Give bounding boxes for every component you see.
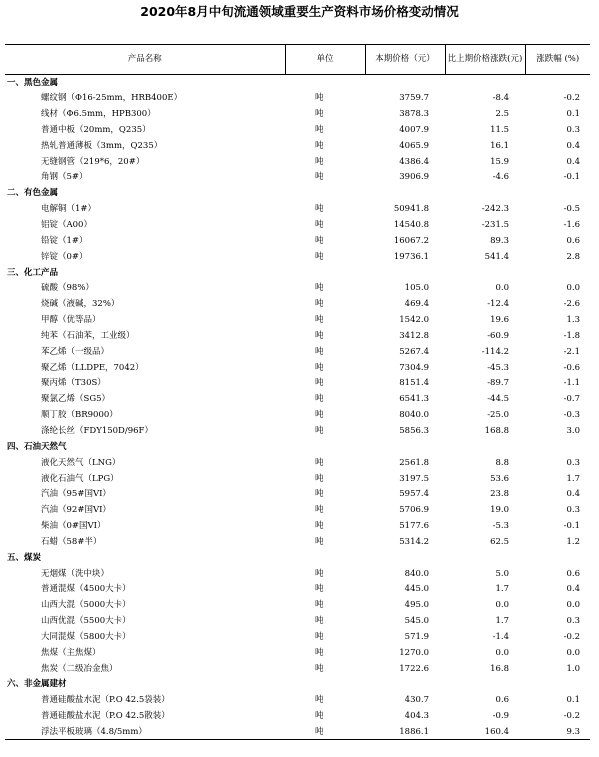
table-row xyxy=(5,138,590,154)
unit-cell: 吨 xyxy=(315,536,324,547)
change-percent-cell: -1.6 xyxy=(563,220,580,231)
unit-cell: 吨 xyxy=(315,584,324,595)
price-change-cell: 19.0 xyxy=(490,505,509,516)
price-cell: 5706.9 xyxy=(399,505,429,516)
product-name-cell: 甲醇（优等品） xyxy=(41,315,101,326)
unit-cell: 吨 xyxy=(315,124,324,135)
change-percent-cell: -1.8 xyxy=(563,330,580,341)
product-name-cell: 大同混煤（5800大卡） xyxy=(41,631,131,642)
table-row xyxy=(5,312,590,328)
unit-cell: 吨 xyxy=(315,663,324,674)
product-name-cell: 焦炭（二级冶金焦） xyxy=(41,663,118,674)
price-cell: 16067.2 xyxy=(393,235,429,246)
price-change-cell: -1.4 xyxy=(492,631,509,642)
category-label: 二、有色金属 xyxy=(7,188,59,199)
table-row xyxy=(5,106,590,122)
product-name-cell: 普通硅酸盐水泥（P.O 42.5散装） xyxy=(41,711,170,722)
unit-cell: 吨 xyxy=(315,600,324,611)
change-percent-cell: 0.6 xyxy=(566,235,580,246)
price-cell: 495.0 xyxy=(404,600,429,611)
price-cell: 3197.5 xyxy=(399,473,429,484)
table-row xyxy=(5,154,590,170)
price-change-cell: -89.7 xyxy=(487,378,509,389)
change-percent-cell: -0.5 xyxy=(563,204,580,215)
table-row xyxy=(5,518,590,534)
price-cell: 5177.6 xyxy=(399,521,429,532)
product-name-cell: 苯乙烯（一级品） xyxy=(41,346,110,357)
unit-cell: 吨 xyxy=(315,394,324,405)
product-name-cell: 纯苯（石油苯，工业级） xyxy=(41,330,135,341)
table-row xyxy=(5,645,590,661)
price-cell: 4386.4 xyxy=(399,156,429,167)
product-name-cell: 角钢（5#） xyxy=(41,172,88,183)
table-row xyxy=(5,360,590,376)
price-cell: 50941.8 xyxy=(393,204,429,215)
price-change-cell: 0.0 xyxy=(495,600,509,611)
price-cell: 8040.0 xyxy=(399,410,429,421)
product-name-cell: 汽油（92#国VI） xyxy=(41,505,111,516)
price-cell: 3878.3 xyxy=(399,109,429,120)
unit-cell: 吨 xyxy=(315,378,324,389)
change-percent-cell: 1.0 xyxy=(566,663,580,674)
unit-cell: 吨 xyxy=(315,473,324,484)
price-change-cell: 2.5 xyxy=(495,109,509,120)
change-percent-cell: 1.7 xyxy=(566,473,580,484)
change-percent-cell: -2.6 xyxy=(563,299,580,310)
unit-cell: 吨 xyxy=(315,695,324,706)
unit-cell: 吨 xyxy=(315,251,324,262)
table-row xyxy=(5,597,590,613)
unit-cell: 吨 xyxy=(315,235,324,246)
header-change-percent: 涨跌幅 (%) xyxy=(525,45,590,75)
price-cell: 571.9 xyxy=(404,631,429,642)
product-name-cell: 普通硅酸盐水泥（P.O 42.5袋装） xyxy=(41,695,170,706)
product-name-cell: 石蜡（58#半） xyxy=(41,536,102,547)
table-row xyxy=(5,170,590,186)
price-cell: 445.0 xyxy=(404,584,429,595)
price-table xyxy=(5,44,590,740)
price-cell: 4007.9 xyxy=(399,124,429,135)
unit-cell: 吨 xyxy=(315,521,324,532)
category-label: 一、黑色金属 xyxy=(7,77,59,88)
price-change-cell: 0.0 xyxy=(495,647,509,658)
price-cell: 1270.0 xyxy=(399,647,429,658)
price-change-cell: -4.6 xyxy=(492,172,509,183)
price-cell: 545.0 xyxy=(404,616,429,627)
table-row xyxy=(5,534,590,550)
unit-cell: 吨 xyxy=(315,330,324,341)
price-change-cell: -242.3 xyxy=(481,204,509,215)
unit-cell: 吨 xyxy=(315,299,324,310)
table-row xyxy=(5,201,590,217)
unit-cell: 吨 xyxy=(315,505,324,516)
product-name-cell: 铅锭（1#） xyxy=(41,235,88,246)
price-change-cell: 23.8 xyxy=(490,489,509,500)
table-row xyxy=(5,328,590,344)
price-change-cell: 8.8 xyxy=(495,457,509,468)
price-change-cell: 53.6 xyxy=(490,473,509,484)
change-percent-cell: 0.6 xyxy=(566,568,580,579)
price-cell: 1542.0 xyxy=(399,315,429,326)
product-name-cell: 铝锭（A00） xyxy=(41,220,92,231)
change-percent-cell: 0.0 xyxy=(566,647,580,658)
table-row xyxy=(5,217,590,233)
unit-cell: 吨 xyxy=(315,172,324,183)
change-percent-cell: 9.3 xyxy=(566,726,580,737)
price-change-cell: 160.4 xyxy=(484,726,509,737)
table-row xyxy=(5,122,590,138)
price-change-cell: -231.5 xyxy=(481,220,509,231)
product-name-cell: 山西大混（5000大卡） xyxy=(41,600,131,611)
change-percent-cell: 0.4 xyxy=(566,584,580,595)
product-name-cell: 热轧普通薄板（3mm，Q235） xyxy=(41,140,163,151)
unit-cell: 吨 xyxy=(315,315,324,326)
category-label: 六、非金属建材 xyxy=(7,679,67,690)
price-cell: 5314.2 xyxy=(399,536,429,547)
unit-cell: 吨 xyxy=(315,631,324,642)
price-cell: 2561.8 xyxy=(399,457,429,468)
price-cell: 469.4 xyxy=(404,299,429,310)
price-cell: 14540.8 xyxy=(393,220,429,231)
unit-cell: 吨 xyxy=(315,489,324,500)
product-name-cell: 普通混煤（4500大卡） xyxy=(41,584,131,595)
price-change-cell: -44.5 xyxy=(487,394,509,405)
table-row xyxy=(5,502,590,518)
product-name-cell: 烧碱（液碱，32%） xyxy=(41,299,120,310)
header-unit: 单位 xyxy=(285,45,365,75)
price-change-cell: -60.9 xyxy=(487,330,509,341)
unit-cell: 吨 xyxy=(315,647,324,658)
product-name-cell: 液化石油气（LPG） xyxy=(41,473,119,484)
price-cell: 404.3 xyxy=(404,711,429,722)
table-row xyxy=(5,249,590,265)
price-cell: 5957.4 xyxy=(399,489,429,500)
change-percent-cell: -0.6 xyxy=(563,362,580,373)
table-row xyxy=(5,280,590,296)
category-row xyxy=(5,677,590,693)
price-cell: 1886.1 xyxy=(399,726,429,737)
price-change-cell: -114.2 xyxy=(481,346,509,357)
table-row xyxy=(5,233,590,249)
product-name-cell: 山西优混（5500大卡） xyxy=(41,616,131,627)
table-row xyxy=(5,344,590,360)
category-label: 四、石油天然气 xyxy=(7,441,67,452)
table-header-row xyxy=(5,45,590,75)
table-row xyxy=(5,423,590,439)
table-row xyxy=(5,629,590,645)
unit-cell: 吨 xyxy=(315,362,324,373)
change-percent-cell: 0.0 xyxy=(566,600,580,611)
price-change-cell: 1.7 xyxy=(495,616,509,627)
table-row xyxy=(5,486,590,502)
change-percent-cell: -2.1 xyxy=(563,346,580,357)
product-name-cell: 硫酸（98%） xyxy=(41,283,94,294)
table-row xyxy=(5,455,590,471)
price-cell: 430.7 xyxy=(404,695,429,706)
price-change-cell: 89.3 xyxy=(490,235,509,246)
unit-cell: 吨 xyxy=(315,220,324,231)
product-name-cell: 锌锭（0#） xyxy=(41,251,88,262)
product-name-cell: 聚乙烯（LLDPE，7042） xyxy=(41,362,144,373)
change-percent-cell: 0.3 xyxy=(566,505,580,516)
table-row xyxy=(5,582,590,598)
price-change-cell: 541.4 xyxy=(484,251,509,262)
change-percent-cell: -1.1 xyxy=(563,378,580,389)
price-cell: 6541.3 xyxy=(399,394,429,405)
price-cell: 105.0 xyxy=(404,283,429,294)
table-row xyxy=(5,708,590,724)
product-name-cell: 柴油（0#国VI） xyxy=(41,521,106,532)
change-percent-cell: 0.0 xyxy=(566,283,580,294)
unit-cell: 吨 xyxy=(315,93,324,104)
product-name-cell: 电解铜（1#） xyxy=(41,204,97,215)
unit-cell: 吨 xyxy=(315,204,324,215)
change-percent-cell: 0.4 xyxy=(566,489,580,500)
product-name-cell: 涤纶长丝（FDY150D/96F） xyxy=(41,425,153,436)
header-current-price: 本期价格（元） xyxy=(365,45,445,75)
category-row xyxy=(5,550,590,566)
price-change-cell: 19.6 xyxy=(490,315,509,326)
unit-cell: 吨 xyxy=(315,140,324,151)
table-row xyxy=(5,471,590,487)
change-percent-cell: 3.0 xyxy=(566,425,580,436)
price-change-cell: -25.0 xyxy=(487,410,509,421)
table-row xyxy=(5,692,590,708)
price-change-cell: -45.3 xyxy=(487,362,509,373)
change-percent-cell: -0.7 xyxy=(563,394,580,405)
price-change-cell: -0.9 xyxy=(492,711,509,722)
price-change-cell: 1.7 xyxy=(495,584,509,595)
price-change-cell: 5.0 xyxy=(495,568,509,579)
table-row xyxy=(5,724,590,740)
category-label: 五、煤炭 xyxy=(7,552,42,563)
price-cell: 3412.8 xyxy=(399,330,429,341)
price-cell: 19736.1 xyxy=(393,251,429,262)
change-percent-cell: -0.1 xyxy=(563,521,580,532)
table-row xyxy=(5,296,590,312)
price-cell: 8151.4 xyxy=(399,378,429,389)
price-cell: 4065.9 xyxy=(399,140,429,151)
change-percent-cell: 0.3 xyxy=(566,616,580,627)
change-percent-cell: 0.3 xyxy=(566,457,580,468)
unit-cell: 吨 xyxy=(315,109,324,120)
price-cell: 3906.9 xyxy=(399,172,429,183)
unit-cell: 吨 xyxy=(315,711,324,722)
price-cell: 1722.6 xyxy=(399,663,429,674)
unit-cell: 吨 xyxy=(315,410,324,421)
category-row xyxy=(5,75,590,91)
product-name-cell: 液化天然气（LNG） xyxy=(41,457,121,468)
page-title: 2020年8月中旬流通领域重要生产资料市场价格变动情况 xyxy=(140,4,459,19)
table-row xyxy=(5,613,590,629)
price-change-cell: 0.6 xyxy=(495,695,509,706)
table-body xyxy=(5,75,590,740)
price-change-cell: 15.9 xyxy=(490,156,509,167)
table-row xyxy=(5,566,590,582)
change-percent-cell: 0.4 xyxy=(566,140,580,151)
header-product-name: 产品名称 xyxy=(127,54,162,64)
price-change-cell: 11.5 xyxy=(490,124,509,135)
price-cell: 7304.9 xyxy=(399,362,429,373)
change-percent-cell: 0.1 xyxy=(566,109,580,120)
change-percent-cell: 1.2 xyxy=(566,536,580,547)
product-name-cell: 线材（Φ6.5mm，HPB300） xyxy=(41,109,156,120)
change-percent-cell: 0.4 xyxy=(566,156,580,167)
category-row xyxy=(5,439,590,455)
price-change-cell: 168.8 xyxy=(484,425,509,436)
price-cell: 5856.3 xyxy=(399,425,429,436)
product-name-cell: 无烟煤（洗中块） xyxy=(41,568,110,579)
category-row xyxy=(5,265,590,281)
category-label: 三、化工产品 xyxy=(7,267,59,278)
change-percent-cell: -0.2 xyxy=(563,93,580,104)
product-name-cell: 汽油（95#国VI） xyxy=(41,489,111,500)
category-row xyxy=(5,185,590,201)
product-name-cell: 聚丙烯（T30S） xyxy=(41,378,106,389)
change-percent-cell: 2.8 xyxy=(566,251,580,262)
table-row xyxy=(5,391,590,407)
price-change-cell: 62.5 xyxy=(490,536,509,547)
product-name-cell: 聚氯乙烯（SG5） xyxy=(41,394,111,405)
change-percent-cell: -0.2 xyxy=(563,631,580,642)
price-cell: 3759.7 xyxy=(399,93,429,104)
price-change-cell: 0.0 xyxy=(495,283,509,294)
price-change-cell: 16.8 xyxy=(490,663,509,674)
product-name-cell: 焦煤（主焦煤） xyxy=(41,647,101,658)
price-cell: 5267.4 xyxy=(399,346,429,357)
unit-cell: 吨 xyxy=(315,156,324,167)
product-name-cell: 螺纹钢（Φ16-25mm，HRB400E） xyxy=(41,93,183,104)
unit-cell: 吨 xyxy=(315,568,324,579)
change-percent-cell: -0.2 xyxy=(563,711,580,722)
product-name-cell: 无缝钢管（219*6，20#） xyxy=(41,156,145,167)
product-name-cell: 浮法平板玻璃（4.8/5mm） xyxy=(41,726,147,737)
price-cell: 840.0 xyxy=(404,568,429,579)
table-row xyxy=(5,376,590,392)
unit-cell: 吨 xyxy=(315,346,324,357)
table-row xyxy=(5,407,590,423)
unit-cell: 吨 xyxy=(315,616,324,627)
change-percent-cell: -0.1 xyxy=(563,172,580,183)
product-name-cell: 普通中板（20mm，Q235） xyxy=(41,124,151,135)
change-percent-cell: -0.3 xyxy=(563,410,580,421)
header-price-change: 比上期价格涨跌(元) xyxy=(445,45,525,75)
change-percent-cell: 0.1 xyxy=(566,695,580,706)
price-change-cell: -5.3 xyxy=(492,521,509,532)
change-percent-cell: 0.3 xyxy=(566,124,580,135)
table-row xyxy=(5,661,590,677)
product-name-cell: 顺丁胶（BR9000） xyxy=(41,410,118,421)
unit-cell: 吨 xyxy=(315,283,324,294)
unit-cell: 吨 xyxy=(315,425,324,436)
change-percent-cell: 1.3 xyxy=(566,315,580,326)
table-row xyxy=(5,90,590,106)
unit-cell: 吨 xyxy=(315,726,324,737)
price-change-cell: -12.4 xyxy=(487,299,509,310)
price-change-cell: 16.1 xyxy=(490,140,509,151)
price-change-cell: -8.4 xyxy=(492,93,509,104)
unit-cell: 吨 xyxy=(315,457,324,468)
